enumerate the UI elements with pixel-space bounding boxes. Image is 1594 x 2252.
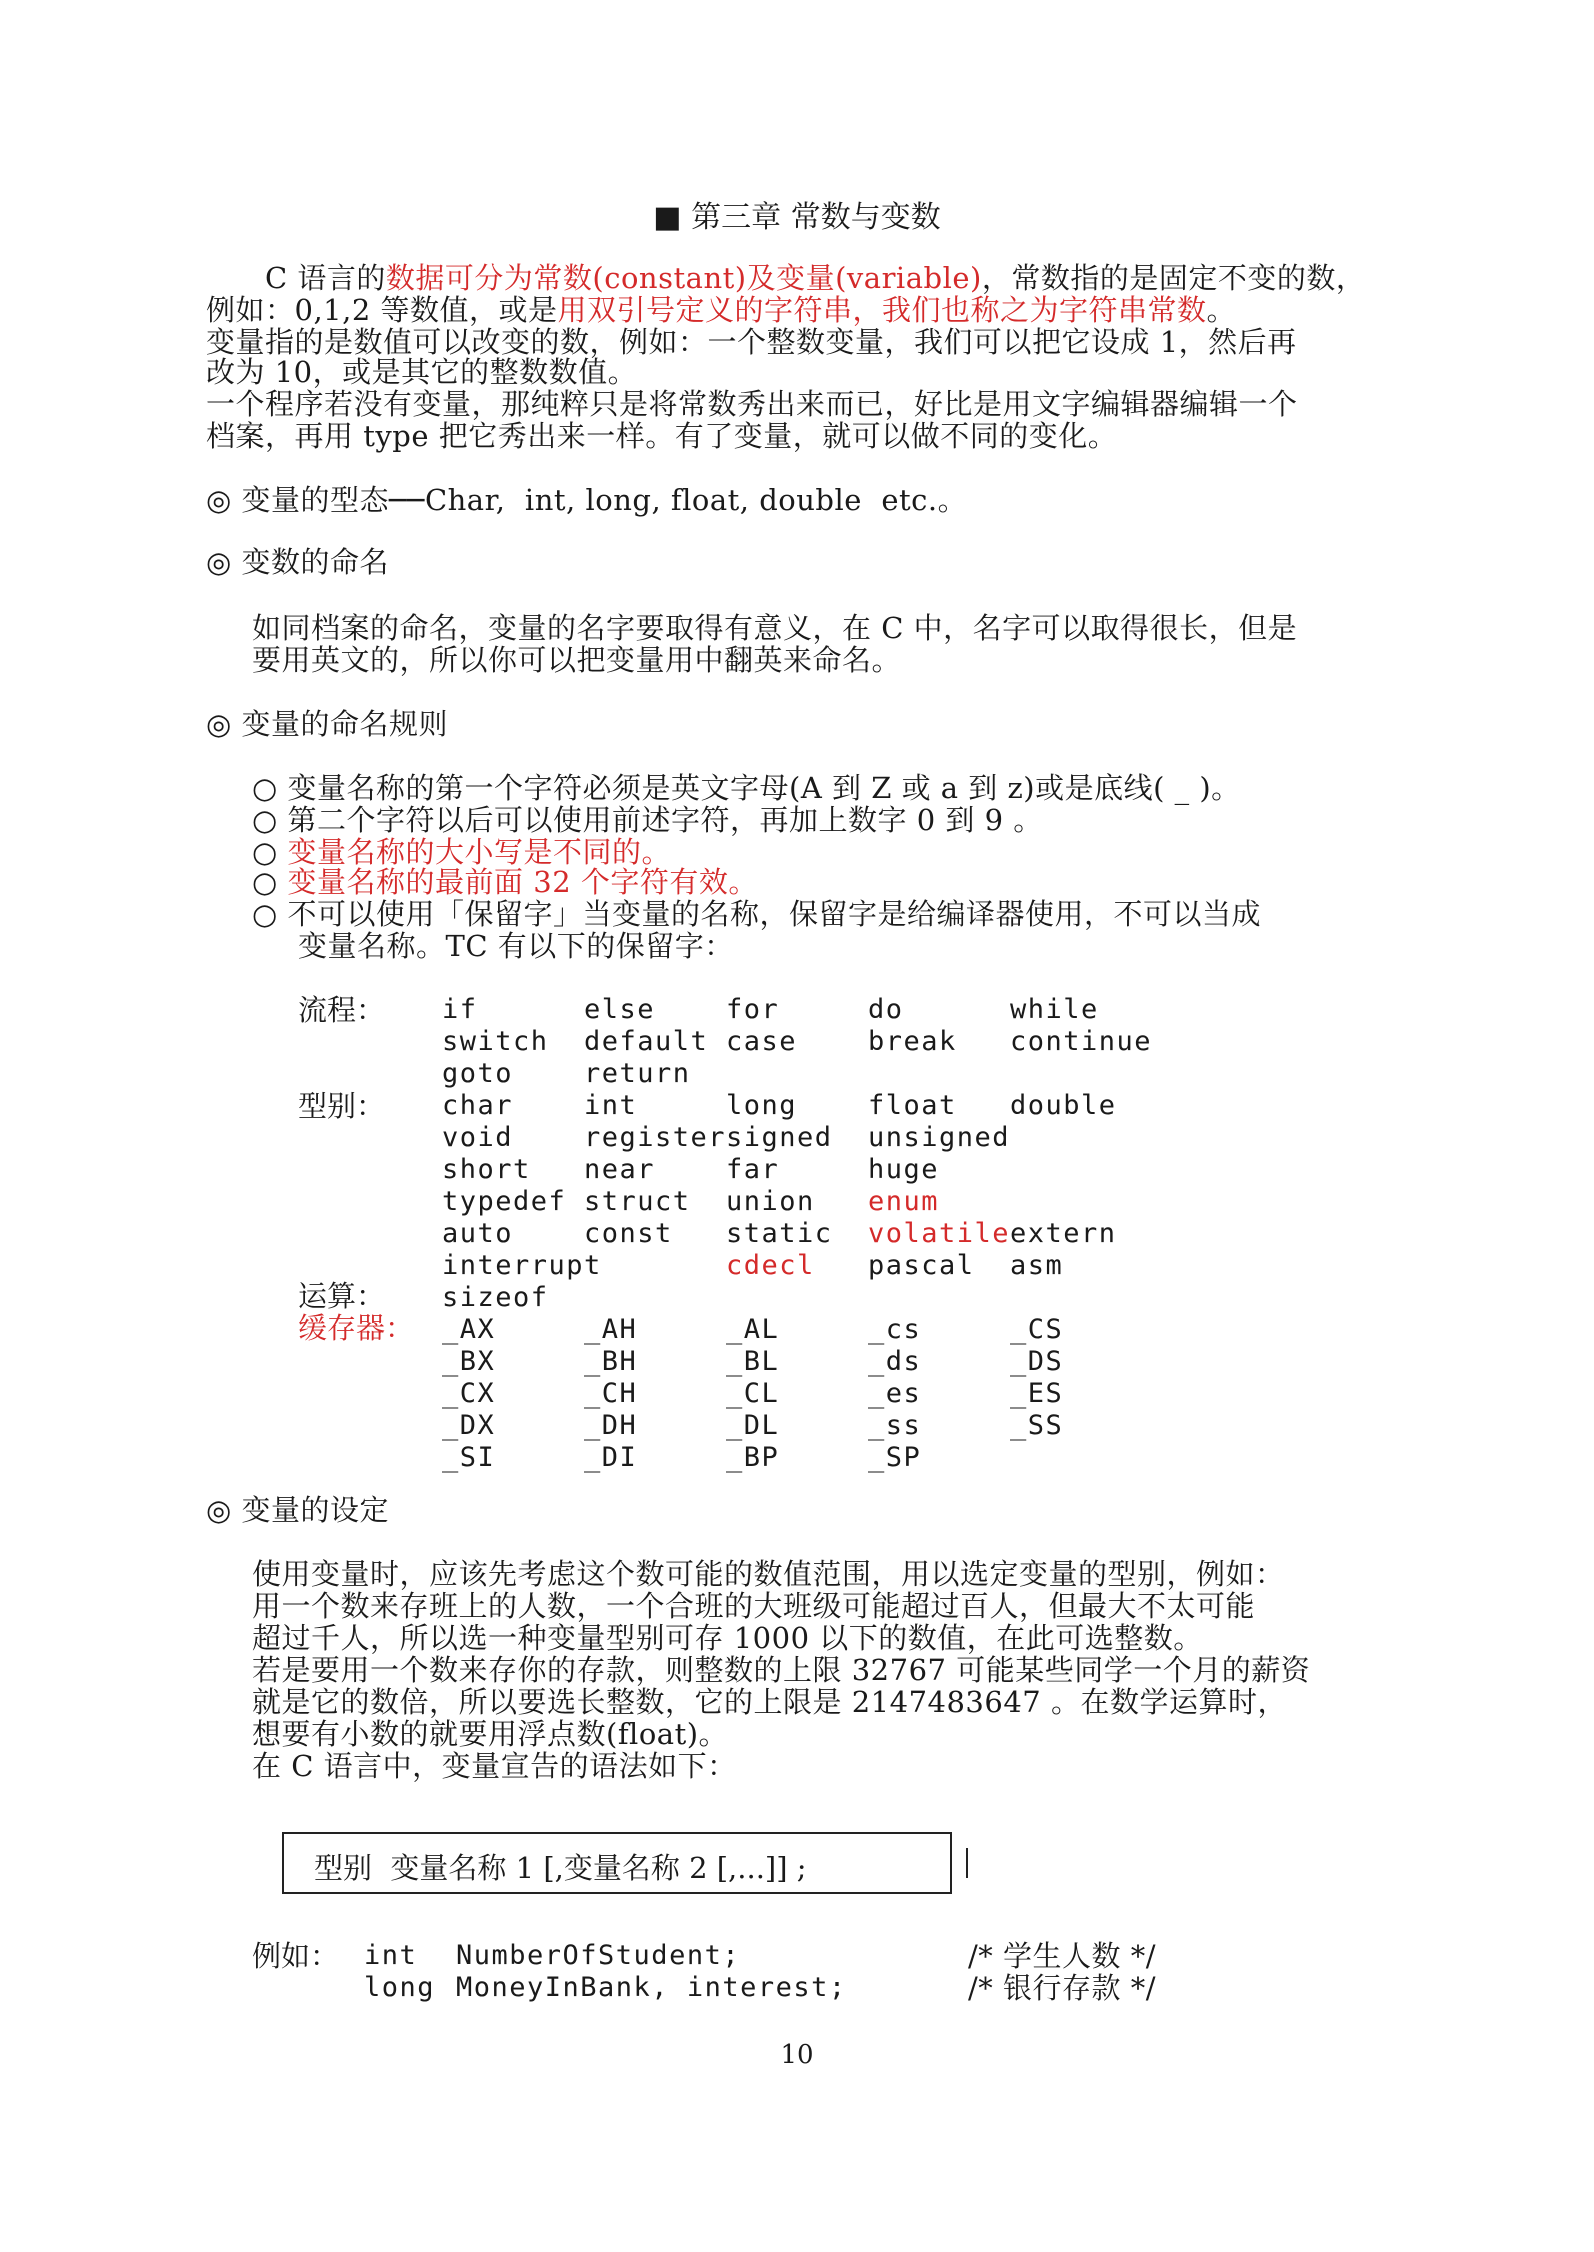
reserved-word: huge — [868, 1154, 940, 1185]
reserved-word: sizeof — [442, 1282, 549, 1313]
reserved-word: long — [726, 1090, 798, 1121]
rule-bullet: ○ — [252, 835, 288, 869]
reserved-word: for — [726, 994, 780, 1025]
reserved-word: volatile — [868, 1218, 1011, 1249]
rule-1: ○ 变量名称的第一个字符必须是英文字母(A 到 Z 或 a 到 z)或是底线( _ )。 — [252, 771, 1241, 805]
reserved-word: _AL — [726, 1314, 780, 1345]
reserved-word: continue — [1010, 1026, 1153, 1057]
reserved-word: auto — [442, 1218, 514, 1249]
text-cursor — [966, 1848, 968, 1878]
reserved-word: _CS — [1010, 1314, 1064, 1345]
intro-line-3: 变量指的是数值可以改变的数，例如：一个整数变量，我们可以把它设成 1，然后再 — [206, 325, 1297, 359]
reserved-word: extern — [1010, 1218, 1117, 1249]
reserved-word: _SP — [868, 1442, 922, 1473]
reserved-word: _es — [868, 1378, 922, 1409]
intro-line-1 — [265, 262, 1365, 294]
reserved-word: _BX — [442, 1346, 496, 1377]
setting-heading: ◎ 变量的设定 — [206, 1493, 390, 1527]
setting-line-4: 若是要用一个数来存你的存款，则整数的上限 32767 可能某些同学一个月的薪资 — [252, 1653, 1311, 1687]
intro-highlight: 数据可分为常数(constant)及变量(variable) — [385, 261, 982, 295]
intro-text: C 语言的 — [265, 261, 386, 295]
example-comment-1: /* 学生人数 */ — [968, 1939, 1156, 1973]
reserved-word: goto — [442, 1058, 514, 1089]
example-declaration-2: MoneyInBank, interest; — [456, 1972, 847, 2003]
intro-line-5: 一个程序若没有变量，那纯粹只是将常数秀出来而已，好比是用文字编辑器编辑一个 — [206, 387, 1298, 421]
reserved-word: _AX — [442, 1314, 496, 1345]
page-title: ■ 第三章 常数与变数 — [653, 200, 941, 235]
reserved-word: _CH — [584, 1378, 638, 1409]
setting-line-6: 想要有小数的就要用浮点数(float)。 — [252, 1717, 729, 1751]
reserved-word: if — [442, 994, 478, 1025]
reserved-word: while — [1010, 994, 1099, 1025]
reserved-word: cdecl — [726, 1250, 815, 1281]
category-register-label: 缓存器： — [298, 1311, 415, 1345]
example-type-2: long — [364, 1972, 436, 2003]
reserved-word: near — [584, 1154, 656, 1185]
reserved-word: _CX — [442, 1378, 496, 1409]
reserved-word: _ES — [1010, 1378, 1064, 1409]
reserved-word: case — [726, 1026, 798, 1057]
intro-text: 。 — [1206, 293, 1237, 327]
reserved-word: _SS — [1010, 1410, 1064, 1441]
reserved-word: union — [726, 1186, 815, 1217]
reserved-word: _DS — [1010, 1346, 1064, 1377]
rule-2: ○ 第二个字符以后可以使用前述字符，再加上数字 0 到 9 。 — [252, 803, 1043, 837]
reserved-word: _BP — [726, 1442, 780, 1473]
naming-line-1: 如同档案的命名，变量的名字要取得有意义，在 C 中，名字可以取得很长，但是 — [252, 611, 1298, 645]
intro-line-2 — [206, 294, 1236, 326]
syntax-box — [282, 1832, 952, 1894]
reserved-word: _cs — [868, 1314, 922, 1345]
reserved-word: double — [1010, 1090, 1117, 1121]
reserved-word: const — [584, 1218, 673, 1249]
reserved-word: _DX — [442, 1410, 496, 1441]
reserved-word: _ds — [868, 1346, 922, 1377]
intro-text: 例如：0,1,2 等数值，或是 — [206, 293, 558, 327]
rules-heading: ◎ 变量的命名规则 — [206, 707, 449, 741]
example-label: 例如： — [252, 1939, 340, 1973]
reserved-word: int — [584, 1090, 638, 1121]
rule-text: 变量名称的大小写是不同的。 — [287, 835, 672, 869]
reserved-word: static — [726, 1218, 833, 1249]
intro-highlight: 用双引号定义的字符串，我们也称之为字符串常数 — [557, 293, 1207, 327]
reserved-word: _AH — [584, 1314, 638, 1345]
intro-text: ，常数指的是固定不变的数， — [981, 261, 1366, 295]
rule-6: 变量名称。TC 有以下的保留字： — [298, 929, 734, 963]
reserved-word: register — [584, 1122, 727, 1153]
reserved-word: signed — [726, 1122, 833, 1153]
reserved-word: else — [584, 994, 656, 1025]
setting-line-1: 使用变量时，应该先考虑这个数可能的数值范围，用以选定变量的型别，例如： — [252, 1557, 1285, 1591]
example-comment-2: /* 银行存款 */ — [968, 1971, 1156, 2005]
reserved-word: switch — [442, 1026, 549, 1057]
reserved-word: pascal — [868, 1250, 975, 1281]
reserved-word: typedef — [442, 1186, 567, 1217]
rule-3 — [252, 836, 671, 868]
setting-line-5: 就是它的数倍，所以要选长整数，它的上限是 2147483647 。在数学运算时， — [252, 1685, 1287, 1719]
reserved-word: far — [726, 1154, 780, 1185]
rule-4 — [252, 866, 758, 898]
reserved-word: interrupt — [442, 1250, 602, 1281]
naming-heading: ◎ 变数的命名 — [206, 545, 390, 579]
intro-line-4: 改为 10，或是其它的整数数值。 — [206, 355, 638, 389]
reserved-word: _DH — [584, 1410, 638, 1441]
reserved-word: void — [442, 1122, 514, 1153]
reserved-word: return — [584, 1058, 691, 1089]
setting-line-2: 用一个数来存班上的人数，一个合班的大班级可能超过百人，但最大不太可能 — [252, 1589, 1256, 1623]
reserved-word: _DL — [726, 1410, 780, 1441]
rule-text: 变量名称的最前面 32 个字符有效。 — [287, 865, 758, 899]
variable-types-heading: ◎ 变量的型态──Char, int, long, float, double etc.。 — [206, 483, 968, 517]
reserved-word: _BH — [584, 1346, 638, 1377]
page-number: 10 — [780, 2040, 814, 2070]
syntax-text: 型别 变量名称 1 [,变量名称 2 [,...]] ; — [314, 1851, 807, 1885]
reserved-word: float — [868, 1090, 957, 1121]
reserved-word: asm — [1010, 1250, 1064, 1281]
reserved-word: default — [584, 1026, 709, 1057]
setting-line-7: 在 C 语言中，变量宣告的语法如下： — [252, 1749, 737, 1783]
reserved-word: _BL — [726, 1346, 780, 1377]
reserved-word: enum — [868, 1186, 940, 1217]
setting-line-3: 超过千人，所以选一种变量型别可存 1000 以下的数值，在此可选整数。 — [252, 1621, 1203, 1655]
rule-5: ○ 不可以使用「保留字」当变量的名称，保留字是给编译器使用，不可以当成 — [252, 897, 1262, 931]
reserved-word: unsigned — [868, 1122, 1011, 1153]
category-type-label: 型别： — [298, 1089, 386, 1123]
reserved-word: short — [442, 1154, 531, 1185]
category-operator-label: 运算： — [298, 1279, 386, 1313]
example-type-1: int — [364, 1940, 418, 1971]
reserved-word: do — [868, 994, 904, 1025]
reserved-word: struct — [584, 1186, 691, 1217]
rule-bullet: ○ — [252, 865, 288, 899]
category-flow-label: 流程： — [298, 993, 386, 1027]
reserved-word: _CL — [726, 1378, 780, 1409]
reserved-word: _ss — [868, 1410, 922, 1441]
example-declaration-1: NumberOfStudent; — [456, 1940, 741, 1971]
reserved-word: break — [868, 1026, 957, 1057]
reserved-word: _DI — [584, 1442, 638, 1473]
intro-line-6: 档案，再用 type 把它秀出来一样。有了变量，就可以做不同的变化。 — [206, 419, 1118, 453]
reserved-word: char — [442, 1090, 514, 1121]
reserved-word: _SI — [442, 1442, 496, 1473]
naming-line-2: 要用英文的，所以你可以把变量用中翻英来命名。 — [252, 643, 902, 677]
